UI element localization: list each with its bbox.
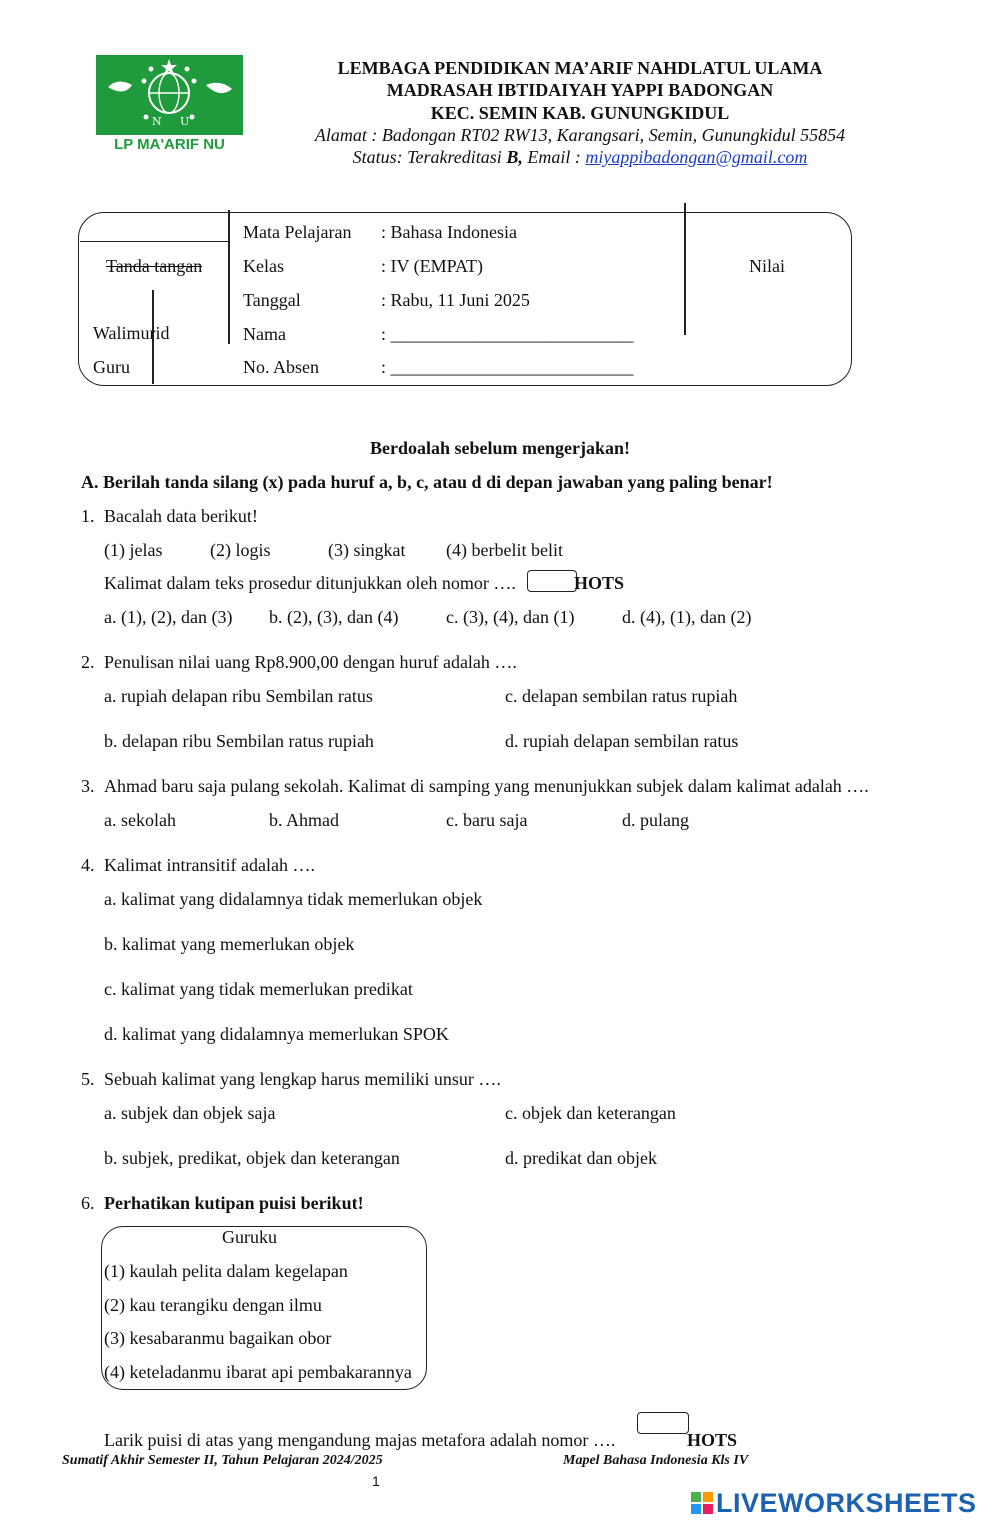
signature-label: Tanda tangan (106, 256, 203, 276)
data-item: (3) singkat (328, 540, 406, 560)
absence-number-field[interactable]: : ___________________________ (381, 357, 634, 377)
email-link[interactable]: miyappibadongan@gmail.com (585, 147, 808, 167)
date-label: Tanggal (243, 290, 301, 310)
option-c[interactable]: c. baru saja (446, 810, 528, 830)
page-number: 1 (372, 1473, 380, 1489)
poem-line: (2) kau terangiku dengan ilmu (104, 1295, 322, 1315)
date-value: : Rabu, 11 Juni 2025 (381, 290, 530, 310)
section-a-instruction: A. Berilah tanda silang (x) pada huruf a, b, c, atau d di depan jawaban yang paling benar! (81, 472, 773, 492)
class-value: : IV (EMPAT) (381, 256, 484, 276)
logo-caption: LP MA'ARIF NU (114, 136, 225, 153)
answer-box[interactable] (527, 570, 577, 592)
option-b[interactable]: b. Ahmad (269, 810, 339, 830)
option-a[interactable]: a. kalimat yang didalamnya tidak memerlukan objek (104, 889, 483, 909)
brand-text: LIVEWORKSHEETS (716, 1488, 977, 1518)
subject-label: Mata Pelajaran (243, 222, 352, 242)
hots-tag: HOTS (687, 1430, 738, 1450)
poem-title: Guruku (222, 1227, 277, 1247)
score-label: Nilai (749, 256, 785, 276)
option-b[interactable]: b. kalimat yang memerlukan objek (104, 934, 355, 954)
option-c[interactable]: c. objek dan keterangan (505, 1103, 676, 1123)
data-item: (1) jelas (104, 540, 163, 560)
teacher-signature-label: Guru (93, 357, 130, 377)
question-3-text: Ahmad baru saja pulang sekolah. Kalimat di samping yang menunjukkan subjek dalam kalimat adalah …. (104, 776, 869, 796)
school-address: Alamat : Badongan RT02 RW13, Karangsari, Semin, Gunungkidul 55854 (314, 125, 846, 145)
email-prefix: Email : (522, 147, 586, 167)
option-a[interactable]: a. rupiah delapan ribu Sembilan ratus (104, 686, 373, 706)
option-c[interactable]: c. (3), (4), dan (1) (446, 607, 575, 627)
option-b[interactable]: b. subjek, predikat, objek dan keterangan (104, 1148, 400, 1168)
institution-name: LEMBAGA PENDIDIKAN MA’ARIF NAHDLATUL ULAMA (337, 58, 823, 78)
accreditation-grade: B, (506, 147, 523, 167)
status-prefix: Status: Terakreditasi (352, 147, 507, 167)
option-d[interactable]: d. rupiah delapan sembilan ratus (505, 731, 739, 751)
lp-maarif-logo (96, 55, 243, 135)
divider-line (80, 241, 228, 242)
name-label: Nama (243, 324, 286, 344)
data-item: (4) berbelit belit (446, 540, 563, 560)
option-d[interactable]: d. predikat dan objek (505, 1148, 657, 1168)
poem-line: (1) kaulah pelita dalam kegelapan (104, 1261, 348, 1281)
question-number: 1. (81, 506, 95, 526)
option-c[interactable]: c. delapan sembilan ratus rupiah (505, 686, 738, 706)
question-number: 2. (81, 652, 95, 672)
question-4-text: Kalimat intransitif adalah …. (104, 855, 315, 875)
footer-subject-info: Mapel Bahasa Indonesia Kls IV (563, 1453, 749, 1468)
divider-line (228, 210, 230, 344)
option-d[interactable]: d. kalimat yang didalamnya memerlukan SPOK (104, 1024, 449, 1044)
accreditation-status (280, 147, 880, 168)
question-6-text: Perhatikan kutipan puisi berikut! (104, 1193, 364, 1213)
question-1-prompt: Kalimat dalam teks prosedur ditunjukkan oleh nomor …. (104, 573, 516, 593)
liveworksheets-logo-icon (690, 1491, 714, 1515)
option-b[interactable]: b. delapan ribu Sembilan ratus rupiah (104, 731, 374, 751)
divider-line (684, 203, 686, 335)
hots-tag: HOTS (574, 573, 625, 593)
question-6-prompt: Larik puisi di atas yang mengandung majas metafora adalah nomor …. (104, 1430, 616, 1450)
absence-number-label: No. Absen (243, 357, 319, 377)
option-a[interactable]: a. subjek dan objek saja (104, 1103, 276, 1123)
footer-exam-info: Sumatif Akhir Semester II, Tahun Pelajaran 2024/2025 (62, 1453, 383, 1468)
option-d[interactable]: d. pulang (622, 810, 689, 830)
question-number: 5. (81, 1069, 95, 1089)
question-5-text: Sebuah kalimat yang lengkap harus memiliki unsur …. (104, 1069, 501, 1089)
globe-star-emblem-icon (96, 55, 243, 135)
data-item: (2) logis (210, 540, 271, 560)
district-name: KEC. SEMIN KAB. GUNUNGKIDUL (430, 103, 730, 123)
prayer-instruction: Berdoalah sebelum mengerjakan! (370, 438, 630, 458)
class-label: Kelas (243, 256, 284, 276)
liveworksheets-brand (690, 1488, 977, 1519)
poem-line: (4) keteladanmu ibarat api pembakarannya (104, 1362, 412, 1382)
option-a[interactable]: a. (1), (2), dan (3) (104, 607, 233, 627)
option-b[interactable]: b. (2), (3), dan (4) (269, 607, 399, 627)
subject-value: : Bahasa Indonesia (381, 222, 517, 242)
svg-text:U: U (180, 115, 190, 128)
school-name: MADRASAH IBTIDAIYAH YAPPI BADONGAN (386, 80, 774, 100)
poem-line: (3) kesabaranmu bagaikan obor (104, 1328, 332, 1348)
answer-box[interactable] (637, 1412, 689, 1434)
question-number: 4. (81, 855, 95, 875)
parent-signature-label: Walimurid (93, 323, 170, 343)
question-1-text: Bacalah data berikut! (104, 506, 258, 526)
name-field[interactable]: : ___________________________ (381, 324, 634, 344)
question-2-text: Penulisan nilai uang Rp8.900,00 dengan huruf adalah …. (104, 652, 517, 672)
question-number: 6. (81, 1193, 95, 1213)
svg-text:N: N (152, 115, 162, 128)
option-d[interactable]: d. (4), (1), dan (2) (622, 607, 752, 627)
option-c[interactable]: c. kalimat yang tidak memerlukan predikat (104, 979, 413, 999)
question-number: 3. (81, 776, 95, 796)
option-a[interactable]: a. sekolah (104, 810, 176, 830)
